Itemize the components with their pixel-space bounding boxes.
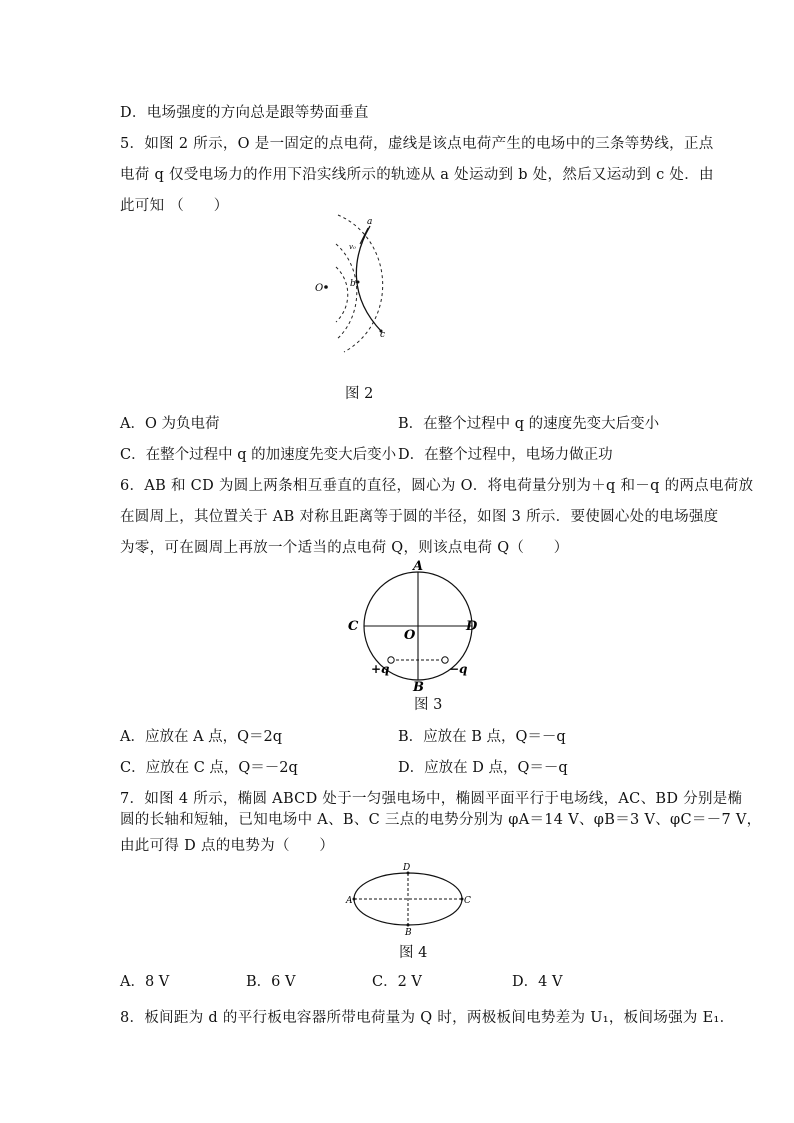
point-B	[407, 924, 410, 927]
q7-option-c: C．2 V	[372, 974, 422, 990]
label-C: C	[348, 619, 359, 634]
label-A: A	[346, 896, 353, 906]
label-O: O	[315, 283, 324, 294]
equipotential-inner	[336, 267, 348, 322]
label-c: c	[380, 330, 386, 340]
figure-2-caption: 图 2	[345, 386, 374, 402]
equipotential-middle	[336, 244, 357, 340]
trajectory-curve	[356, 226, 382, 332]
q5-stem-line-3: 此可知 （ ）	[120, 198, 229, 214]
label-D: D	[466, 619, 478, 634]
charge-O-dot	[324, 285, 328, 289]
q7-option-b: B．6 V	[246, 974, 296, 990]
figure-2-diagram	[300, 212, 420, 357]
label-B: B	[413, 680, 424, 695]
q5-option-a: A．O 为负电荷	[120, 416, 220, 432]
figure-4-diagram	[345, 860, 475, 940]
negative-charge	[442, 657, 448, 663]
q6-option-d: D．应放在 D 点，Q＝－q	[398, 760, 568, 776]
q7-option-a: A．8 V	[120, 974, 170, 990]
q8-stem-line-1: 8．板间距为 d 的平行板电容器所带电荷量为 Q 时，两极板间电势差为 U₁，板间场强为 E₁．	[120, 1010, 735, 1026]
label-C: C	[464, 896, 471, 906]
q6-stem-line-2: 在圆周上，其位置关于 AB 对称且距离等于圆的半径，如图 3 所示．要使圆心处的电场强度	[120, 509, 719, 525]
label-b: b	[350, 279, 356, 289]
q5-stem-line-1: 5．如图 2 所示，O 是一固定的点电荷，虚线是该点电荷产生的电场中的三条等势线，正点	[120, 136, 714, 152]
q6-option-a: A．应放在 A 点，Q＝2q	[120, 729, 283, 745]
q5-option-c: C．在整个过程中 q 的加速度先变大后变小	[120, 447, 397, 463]
point-b-dot	[357, 281, 360, 284]
figure-3-caption: 图 3	[414, 697, 443, 713]
label-a: a	[367, 217, 373, 227]
label-v0: v₀	[349, 243, 356, 251]
q5-option-d: D．在整个过程中，电场力做正功	[398, 447, 613, 463]
label-O: O	[404, 628, 416, 643]
q7-option-d: D．4 V	[512, 974, 563, 990]
q7-stem-line-1: 7．如图 4 所示，椭圆 ABCD 处于一匀强电场中，椭圆平面平行于电场线，AC、BD 分别是椭	[120, 791, 743, 807]
q7-stem-line-2: 圆的长轴和短轴，已知电场中 A、B、C 三点的电势分别为 φA＝14 V、φB＝3 V、φC＝－7 V，	[120, 812, 762, 828]
label-minus-q: −q	[449, 662, 468, 676]
point-A	[353, 898, 356, 901]
q6-option-c: C．应放在 C 点，Q＝－2q	[120, 760, 298, 776]
figure-3-diagram	[348, 559, 485, 695]
q7-stem-line-3: 由此可得 D 点的电势为（ ）	[120, 838, 335, 854]
equipotential-outer	[338, 215, 386, 352]
q6-stem-line-3: 为零，可在圆周上再放一个适当的点电荷 Q，则该点电荷 Q（ ）	[120, 540, 569, 556]
label-A: A	[413, 559, 424, 574]
label-plus-q: +q	[371, 662, 390, 676]
q4-option-d: D．电场强度的方向总是跟等势面垂直	[120, 105, 369, 121]
q5-stem-line-2: 电荷 q 仅受电场力的作用下沿实线所示的轨迹从 a 处运动到 b 处，然后又运动到 c 处．由	[120, 167, 714, 183]
q6-option-b: B．应放在 B 点，Q＝－q	[398, 729, 566, 745]
q6-stem-line-1: 6．AB 和 CD 为圆上两条相互垂直的直径，圆心为 O．将电荷量分别为＋q 和－q 的两点电荷放	[120, 478, 754, 494]
velocity-arrow	[360, 228, 368, 244]
figure-4-caption: 图 4	[399, 945, 428, 961]
label-D: D	[403, 863, 411, 873]
q5-option-b: B．在整个过程中 q 的速度先变大后变小	[398, 416, 660, 432]
label-B: B	[405, 928, 412, 938]
